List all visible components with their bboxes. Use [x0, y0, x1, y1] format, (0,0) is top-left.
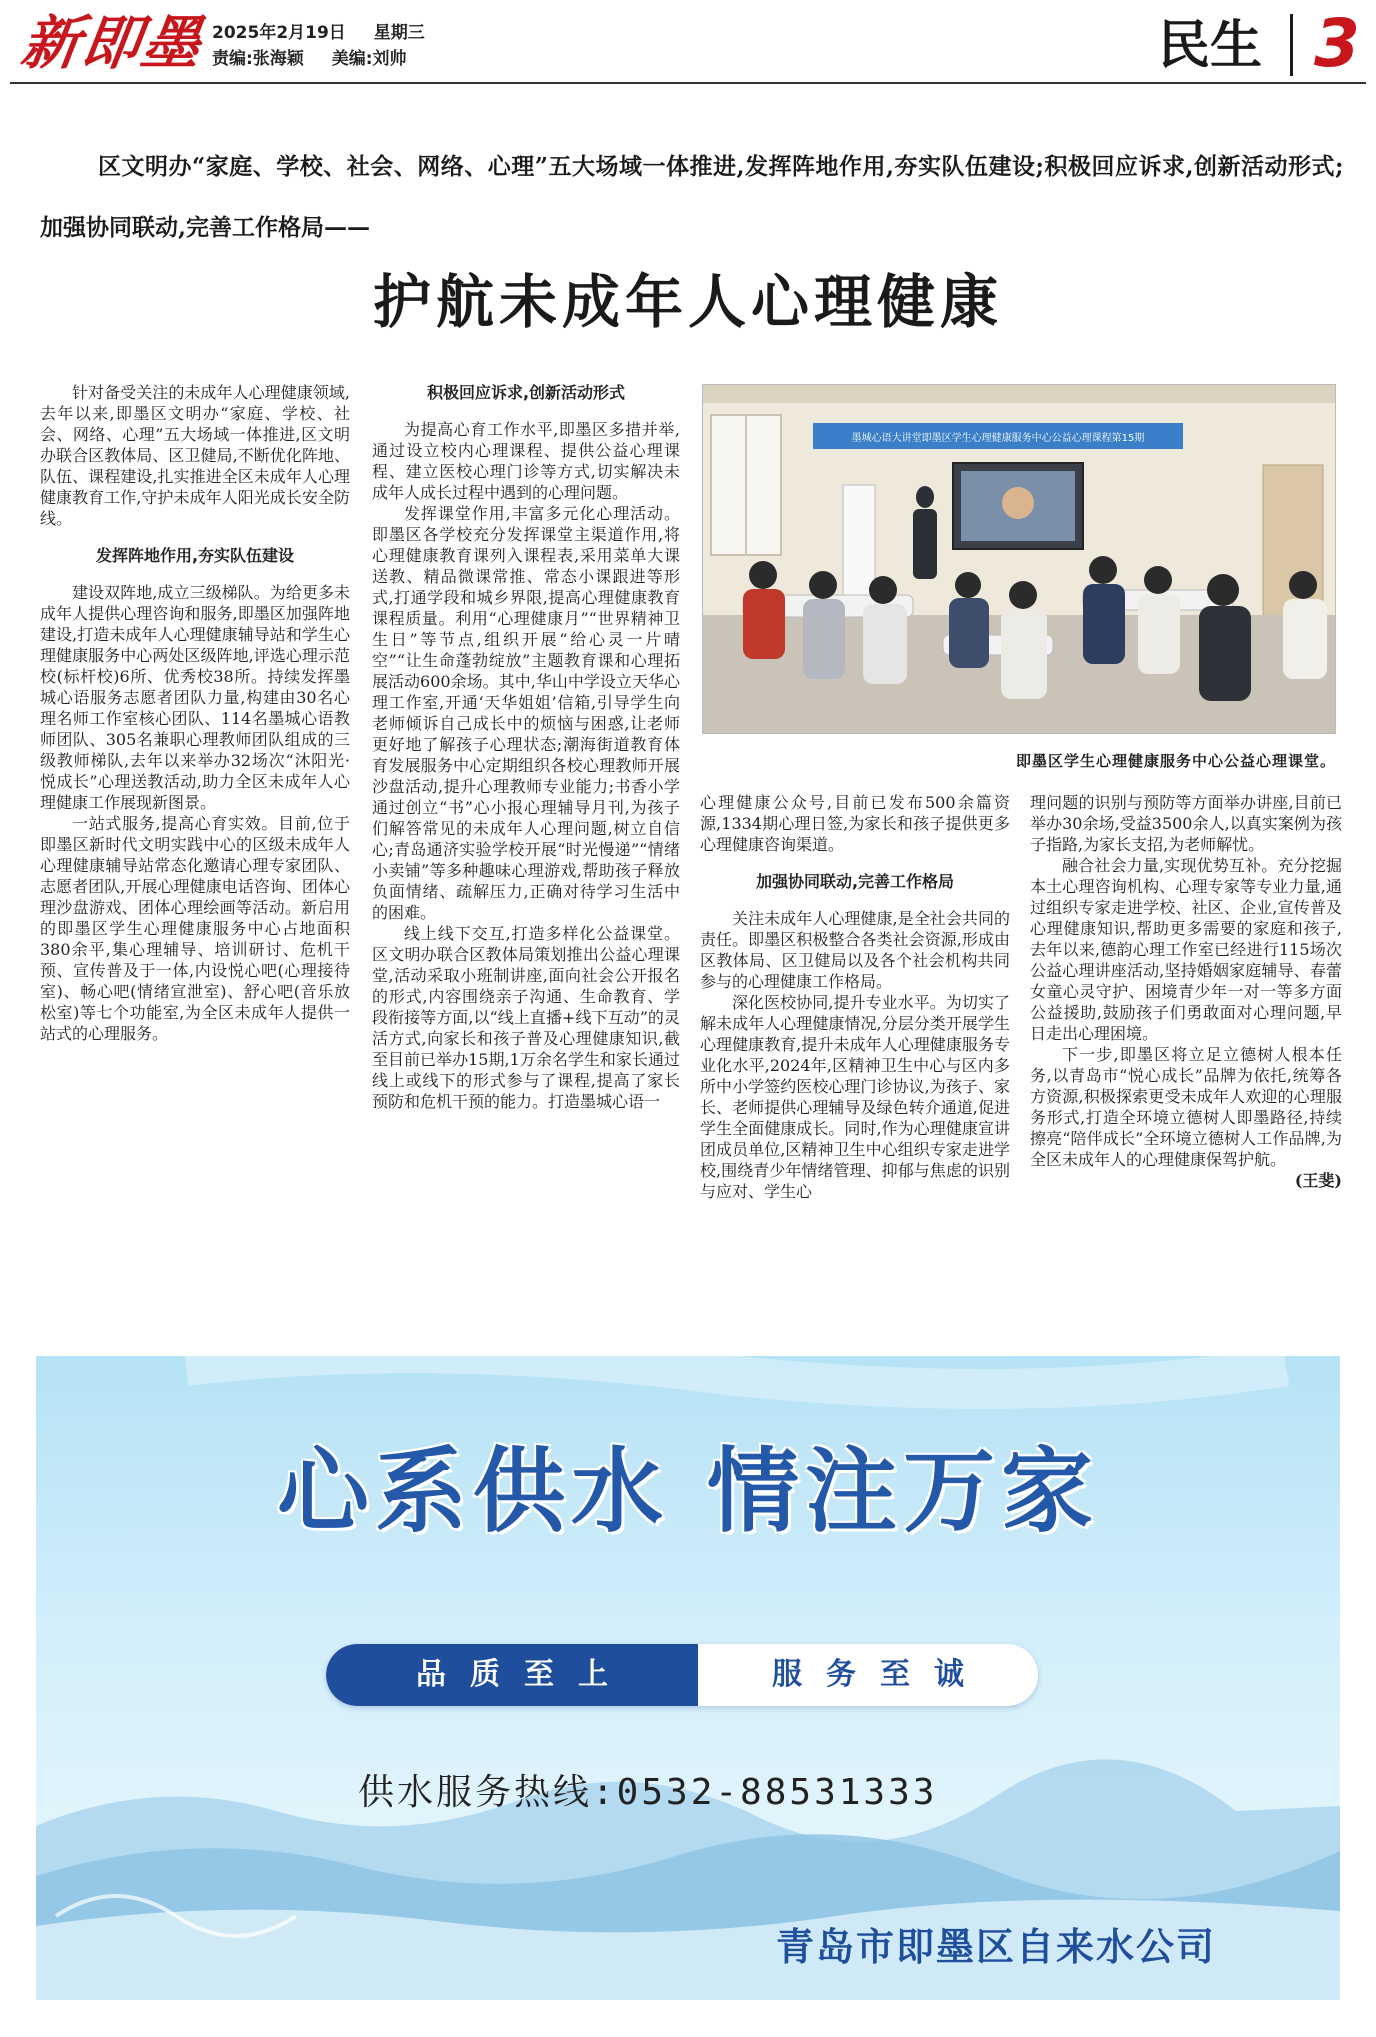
paragraph: 线上线下交互,打造多样化公益课堂。区文明办联合区教体局策划推出公益心理课堂,活动采取小班制讲座,面向社会公开报名的形式,内容围绕亲子沟通、生命教育、学段衔接等方面,以“线上直播+线下互动”的灵活方式,向家长和孩子普及心理健康知识,截至目前已举办15期,1万余名学生和家长通过线上或线下的形式参与了课程,提高了家长预防和危机干预的能力。打造墨城心语一 — [372, 924, 680, 1111]
page-title: 护航未成年人心理健康 — [372, 268, 1003, 336]
editor-credit: 责编:张海颖 — [212, 49, 304, 69]
paragraph: 下一步,即墨区将立足立德树人根本任务,以青岛市“悦心成长”品牌为依托,统筹各方资源,积极探索更受未成年人欢迎的心理服务形式,打造全环境立德树人即墨路径,持续擦亮“陪伴成长”全环境立德树人工作品牌,为全区未成年人的心理健康保驾护航。 — [1030, 1045, 1342, 1169]
paragraph: 为提高心育工作水平,即墨区多措并举,通过设立校内心理课程、提供公益心理课程、建立医校心理门诊等方式,切实解决未成年人成长过程中遇到的心理问题。 — [372, 420, 680, 502]
section-name: 民生 — [1158, 16, 1263, 76]
paragraph: 一站式服务,提高心育实效。目前,位于即墨区新时代文明实践中心的区级未成年人心理健康辅导站常态化邀请心理专家团队、志愿者团队,开展心理健康电话咨询、团体心理沙盘游戏、团体心理绘画等活动。新启用的即墨区学生心理健康服务中心占地面积380余平,集心理辅导、培训研讨、危机干预、宣传普及于一体,内设悦心吧(心理接待室)、畅心吧(情绪宣泄室)、舒心吧(音乐放松室)等七个功能室,为全区未成年人提供一站式的心理服务。 — [40, 814, 350, 1043]
ad-motto-pill — [326, 1644, 1038, 1706]
ad-motto-right: 服务至诚 — [772, 1657, 988, 1692]
ad-slogan: 心系供水 情注万家 — [276, 1438, 1100, 1545]
page-number: 3 — [1314, 5, 1360, 82]
header-divider — [1290, 14, 1293, 76]
issue-date: 2025年2月19日 — [212, 23, 346, 43]
classroom-illustration — [703, 385, 1336, 734]
paragraph: 关注未成年人心理健康,是全社会共同的责任。即墨区积极整合各类社会资源,形成由区教体局、区卫健局以及各个社会机构共同参与的心理健康工作格局。 — [700, 909, 1010, 991]
section-subhead: 加强协同联动,完善工作格局 — [755, 872, 955, 891]
headline-intro: 区文明办“家庭、学校、社会、网络、心理”五大场域一体推进,发挥阵地作用,夯实队伍建设;积极回应诉求,创新活动形式; — [98, 153, 1344, 180]
article-column-3 — [700, 792, 1010, 1324]
section-subhead: 发挥阵地作用,夯实队伍建设 — [95, 546, 295, 565]
paragraph: 针对备受关注的未成年人心理健康领域,去年以来,即墨区文明办“家庭、学校、社会、网络、心理”五大场域一体推进,区文明办联合区教体局、区卫健局,不断优化阵地、队伍、课程建设,扎实推进全区未成年人心理健康教育工作,守护未成年人阳光成长安全防线。 — [40, 383, 350, 528]
paragraph: 理问题的识别与预防等方面举办讲座,目前已举办30余场,受益3500余人,以真实案例为孩子指路,为家长支招,为老师解忧。 — [1030, 793, 1342, 854]
ad-hotline: 供水服务热线:0532-88531333 — [358, 1772, 938, 1813]
photo-caption: 即墨区学生心理健康服务中心公益心理课堂。 — [1015, 752, 1336, 770]
article-column-4 — [1030, 792, 1342, 1324]
header-rule — [10, 82, 1366, 84]
ad-company-name: 青岛市即墨区自来水公司 — [776, 1925, 1217, 1969]
article-column-2 — [372, 382, 680, 1324]
byline: (王斐) — [1294, 1171, 1342, 1190]
article-column-1 — [40, 382, 350, 1312]
paragraph: 融合社会力量,实现优势互补。充分挖掘本土心理咨询机构、心理专家等专业力量,通过组织专家走进学校、社区、企业,宣传普及心理健康知识,帮助更多需要的家庭和孩子,去年以来,德韵心理工作室已经进行115场次公益心理讲座活动,坚持婚姻家庭辅导、春蕾女童心灵守护、困境青少年一对一等多方面公益援助,鼓励孩子们勇敢面对心理问题,早日走出心理困境。 — [1030, 856, 1342, 1043]
newspaper-logo: 新即墨 — [17, 9, 207, 77]
paragraph: 心理健康公众号,目前已发布500余篇资源,1334期心理日签,为家长和孩子提供更多心理健康咨询渠道。 — [700, 793, 1010, 854]
ad-motto-left: 品质至上 — [326, 1644, 698, 1706]
photo-banner-text: 墨城心语大讲堂即墨区学生心理健康服务中心公益心理课程第15期 — [851, 433, 1145, 444]
paragraph: 建设双阵地,成立三级梯队。为给更多未成年人提供心理咨询和服务,即墨区加强阵地建设,打造未成年人心理健康辅导站和学生心理健康服务中心两处区级阵地,评选心理示范校(标杆校)6所、优秀校38所。持续发挥墨城心语服务志愿者团队力量,构建由30名心理名师工作室核心团队、114名墨城心语教师团队、305名兼职心理教师团队组成的三级教师梯队,去年以来举办32场次“沐阳光·悦成长”心理送教活动,助力全区未成年人心理健康工作展现新图景。 — [40, 583, 350, 812]
headline-kicker: 加强协同联动,完善工作格局—— — [40, 214, 371, 241]
masthead — [0, 0, 1376, 86]
issue-meta — [212, 20, 447, 72]
paragraph: 发挥课堂作用,丰富多元化心理活动。即墨区各学校充分发挥课堂主渠道作用,将心理健康教育课列入课程表,采用菜单大课送教、精品微课常推、常态小课跟进等形式,打通学段和城乡界限,提高心理健康教育课程质量。利用“心理健康月”“世界精神卫生日”等节点,组织开展“给心灵一片晴空”“让生命蓬勃绽放”主题教育课和心理拓展活动600余场。其中,华山中学设立天华心理工作室,开通‘天华姐姐’信箱,引导学生向老师倾诉自己成长中的烦恼与困惑,让老师更好地了解孩子心理状态;潮海街道教育体育发展服务中心定期组织各校心理教师开展沙盘活动,提升心理教师专业能力;书香小学通过创立“书”心小报心理辅导月刊,为孩子们解答常见的未成年人心理问题,树立自信心;青岛通济实验学校开展“时光慢递”“情绪小卖铺”等多种趣味心理游戏,帮助孩子释放负面情绪、疏解压力,正确对待学习生活中的困难。 — [372, 504, 680, 922]
issue-weekday: 星期三 — [373, 23, 425, 43]
water-company-ad — [36, 1356, 1340, 2000]
classroom-photo — [702, 384, 1336, 734]
paragraph: 深化医校协同,提升专业水平。为切实了解未成年人心理健康情况,分层分类开展学生心理健康教育,提升未成年人心理健康服务专业化水平,2024年,区精神卫生中心与区内多所中小学签约医校心理门诊协议,为孩子、家长、老师提供心理辅导及绿色转介通道,促进学生全面健康成长。同时,作为心理健康宣讲团成员单位,区精神卫生中心组织专家走进学校,围绕青少年情绪管理、抑郁与焦虑的识别与应对、学生心 — [700, 993, 1010, 1201]
designer-credit: 美编:刘帅 — [331, 49, 407, 69]
section-subhead: 积极回应诉求,创新活动形式 — [426, 383, 626, 402]
